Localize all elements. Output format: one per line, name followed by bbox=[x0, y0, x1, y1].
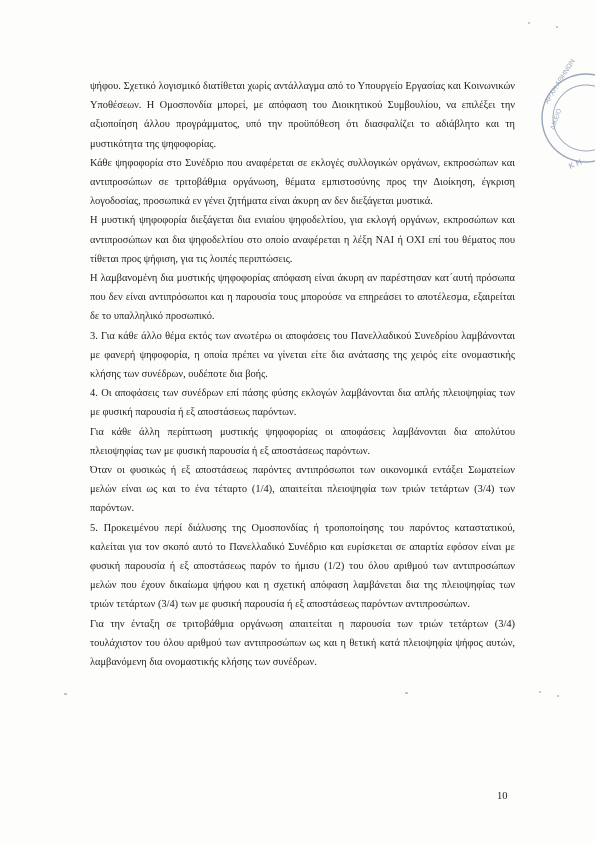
paragraph-10: Για την ένταξη σε τριτοβάθμια οργάνωση απαιτείται η παρουσία των τριών τετάρτων (3/4) τουλάχιστον του όλου αριθμού των αντιπροσώπων ως και η θετική κατά πλειοψηφία ψήφος αυτών, λαμβανόμενη δια ονομαστικής κλήσης των συνέδρων. bbox=[90, 618, 515, 669]
paragraph-7: Για κάθε άλλη περίπτωση μυστικής ψηφοφορίας οι αποφάσεις λαμβάνονται δια απολύτου πλειοψηφίας των με φυσική παρουσία ή εξ αποστάσεως παρόντων. bbox=[90, 426, 515, 457]
paragraph-4: Η λαμβανομένη δια μυστικής ψηφοφορίας απόφαση είναι άκυρη αν παρέστησαν κατ΄αυτή πρόσωπα που δεν είναι αντιπρόσωποι και η παρουσία τους μπορούσε να επηρεάσει το αποτέλεσμα, εξαιρείται δε το υπαλληλικό προσωπικό. bbox=[90, 273, 515, 323]
stamp-text-fragment: Κ Η bbox=[567, 157, 584, 171]
scan-speck bbox=[556, 26, 558, 28]
paragraph-5: 3. Για κάθε άλλο θέμα εκτός των ανωτέρω οι αποφάσεις του Πανελλαδικού Συνεδρίου λαμβάνονται με φανερή ψηφοφορία, η οποία πρέπει να γίνεται είτε δια ανάτασης της χειρός είτε ονομαστικής κλήσης των συνέδρων, ουδέποτε δια βοής. bbox=[90, 330, 515, 381]
official-stamp-seal bbox=[526, 56, 595, 176]
paragraph-2: Κάθε ψηφοφορία στο Συνέδριο που αναφέρεται σε εκλογές συλλογικών οργάνων, εκπροσώπων και αντιπροσώπων σε τριτοβάθμια οργάνωση, θέματα εμπιστοσύνης προς την Διοίκηση, έγκριση λογοδοσίας, προσωπικά εν γένει ζητήματα είναι άκυρη αν δεν διεξάγεται μυστικά. bbox=[90, 157, 515, 208]
scan-speck bbox=[539, 691, 541, 693]
scan-speck bbox=[405, 692, 408, 694]
paragraph-9: 5. Προκειμένου περί διάλυσης της Ομοσπονδίας ή τροποποίησης του παρόντος καταστατικού, καλείται για τον σκοπό αυτό το Πανελλαδικό Συνέδριο και ευρίσκεται σε απαρτία εφόσον είναι με φυσική παρουσία ή εξ αποστάσεως παρόν το ήμισυ (1/2) του όλου αριθμού των αντιπροσώπων μελών που έχουν δικαίωμα ψήφου και η σχετική απόφαση λαμβάνεται δια της πλειοψηφίας των τριών τετάρτων (3/4) των με φυσική παρουσία ή εξ αποστάσεως παρόντων αντιπροσώπων. bbox=[90, 522, 515, 611]
document-body bbox=[90, 77, 515, 672]
stamp-outer-ring bbox=[542, 74, 595, 162]
paragraph-6: 4. Οι αποφάσεις των συνέδρων επί πάσης φύσης εκλογών λαμβάνονται δια απλής πλειοψηφίας των με φυσική παρουσία ή εξ αποστάσεως παρόντων. bbox=[90, 388, 515, 419]
scan-speck bbox=[64, 693, 67, 695]
stamp-text-outer: ΑΡΧΗ ΑΘΗΝΩΝ bbox=[543, 58, 577, 106]
paragraph-3: Η μυστική ψηφοφορία διεξάγεται δια ενιαίου ψηφοδελτίου, για εκλογή οργάνων, εκπροσώπων και αντιπροσώπων και δια ψηφοδελτίου στο οποίο αναφέρεται η λέξη ΝΑΙ ή ΟΧΙ επί του θέματος που τίθεται προς ψήφιση, για τις λοιπές περιπτώσεις. bbox=[90, 215, 515, 265]
paragraph-8: Όταν οι φυσικώς ή εξ αποστάσεως παρόντες αντιπρόσωποι των οικονομικά εντάξει Σωματείων μελών είναι ως και το ένα τέταρτο (1/4), απαιτείται πλειοψηφία των τριών τετάρτων (3/4) των παρόντων. bbox=[90, 465, 515, 515]
stamp-text-inner: ΔΙΚΕΙΟ bbox=[549, 107, 564, 131]
paragraph-1: ψήφου. Σχετικό λογισμικό διατίθεται χωρίς αντάλλαγμα από το Υπουργείο Εργασίας και Κοινωνικών Υποθέσεων. Η Ομοσπονδία μπορεί, με απόφαση του Διοικητικού Συμβουλίου, να επιλέξει την αξιοποίηση άλλου προγράμματος, υπό την προϋπόθεση ότι διασφαλίζει το αδιάβλητο και τη μυστικότητα της ψηφοφορίας. bbox=[90, 81, 515, 150]
scan-speck bbox=[557, 695, 559, 697]
scan-speck bbox=[528, 22, 530, 24]
page-number: 10 bbox=[497, 791, 508, 802]
